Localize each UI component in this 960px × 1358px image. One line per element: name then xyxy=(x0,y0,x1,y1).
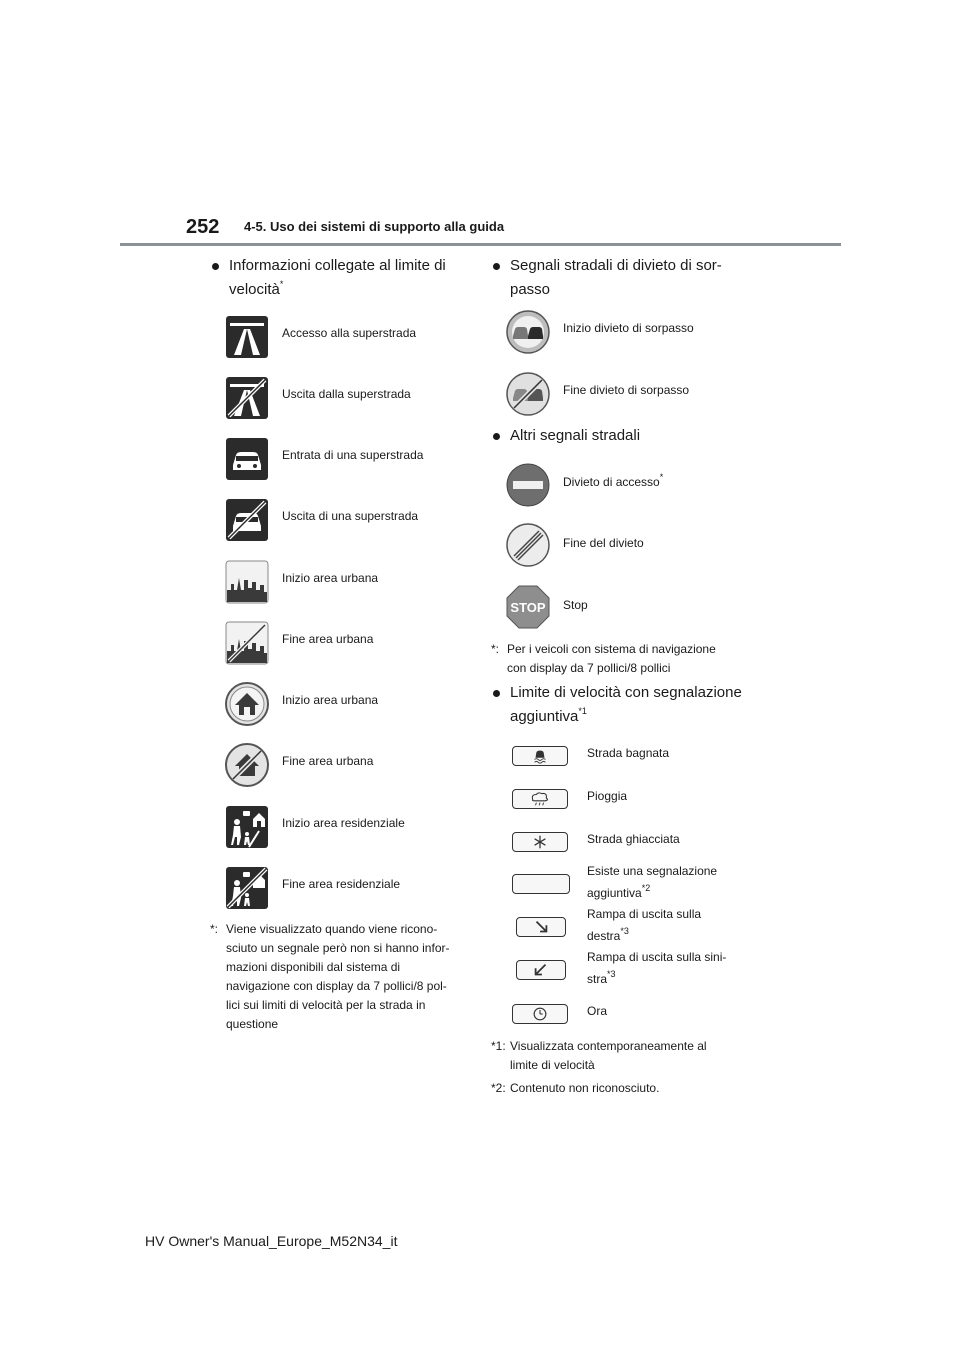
rain-icon xyxy=(512,789,568,809)
heading-overtaking-signs: Segnali stradali di divieto di sor- passo xyxy=(493,254,743,302)
heading-supplementary: Limite di velocità con segnalazione aggiuntiva$^{*1}$ xyxy=(493,681,753,729)
sign-label: Uscita dalla superstrada xyxy=(282,387,411,401)
motorway-end-icon xyxy=(225,376,269,420)
wet-road-icon xyxy=(512,746,568,766)
sign-label: Fine divieto di sorpasso xyxy=(563,383,690,397)
sign-label: Uscita di una superstrada xyxy=(282,509,419,523)
icy-road-icon xyxy=(512,832,568,852)
residential-area-end-icon xyxy=(225,866,269,910)
sign-label: Fine area urbana xyxy=(282,754,374,768)
page-number: 252 xyxy=(186,216,220,238)
residential-area-start-icon xyxy=(225,805,269,849)
supplementary-label: Rampa di uscita sulla destra$^{*3}$ xyxy=(587,907,702,943)
bullet-icon xyxy=(212,263,219,270)
urban-area-house-icon xyxy=(225,682,269,726)
heading-other-signs: Altri segnali stradali xyxy=(493,424,743,448)
heading-speed-limit-info: Informazioni collegate al limite di velocità* xyxy=(212,254,452,302)
expressway-start-icon xyxy=(225,437,269,481)
urban-area-start-icon xyxy=(225,560,269,604)
exit-left-arrow-icon xyxy=(516,960,566,980)
bullet-icon xyxy=(493,433,500,440)
bullet-icon xyxy=(493,690,500,697)
clock-icon xyxy=(512,1004,568,1024)
stop-sign-icon xyxy=(506,585,550,629)
header-divider xyxy=(120,243,841,246)
footnote-navigation: *: Per i veicoli con sistema di navigazione con display da 7 pollici/8 pollici xyxy=(491,642,716,675)
supplementary-label: Pioggia xyxy=(587,789,628,803)
supplementary-label: Strada bagnata xyxy=(587,746,670,760)
footnote-supplementary: *1: Visualizzata contemporaneamente al limite di velocità xyxy=(491,1039,707,1072)
sign-label: Inizio area urbana xyxy=(282,571,379,585)
urban-area-end-round-icon xyxy=(225,743,269,787)
sign-label: Inizio area residenziale xyxy=(282,816,405,830)
sign-label: Inizio divieto di sorpasso xyxy=(563,321,694,335)
no-overtaking-end-icon xyxy=(506,372,550,416)
sign-label: Fine del divieto xyxy=(563,536,644,550)
expressway-end-icon xyxy=(225,498,269,542)
section-title: 4-5. Uso dei sistemi di supporto alla guida xyxy=(244,219,505,234)
bullet-icon xyxy=(493,263,500,270)
motorway-start-icon xyxy=(225,315,269,359)
end-of-restriction-icon xyxy=(506,523,550,567)
supplementary-label: Rampa di uscita sulla sini- stra$^{*3}$ xyxy=(587,950,727,986)
urban-area-end-icon xyxy=(225,621,269,665)
no-overtaking-icon xyxy=(506,310,550,354)
footnote-unrecognized: *2: Contenuto non riconosciuto. xyxy=(491,1081,660,1095)
no-entry-icon xyxy=(506,463,550,507)
blank-plate-icon xyxy=(512,874,570,894)
sign-label: Accesso alla superstrada xyxy=(282,326,417,340)
sign-label: Fine area residenziale xyxy=(282,877,401,891)
exit-right-arrow-icon xyxy=(516,917,566,937)
footer-manual-id: HV Owner's Manual_Europe_M52N34_it xyxy=(145,1233,398,1249)
supplementary-label: Esiste una segnalazione aggiuntiva$^{*2}$ xyxy=(587,864,718,900)
sign-label: Entrata di una superstrada xyxy=(282,448,424,462)
sign-label: Inizio area urbana xyxy=(282,693,379,707)
sign-label: Divieto di accesso* xyxy=(563,472,664,489)
svg-text:STOP: STOP xyxy=(510,600,546,615)
footnote-speed-limit: *: Viene visualizzato quando viene ricono- sciuto un segnale però non si hanno infor- mazioni disponibili dal sistema di navigazione con display da 7 pollici/8 pol- lici sui limiti di velocità per la strada in questione xyxy=(210,922,450,1031)
supplementary-label: Strada ghiacciata xyxy=(587,832,680,846)
supplementary-label: Ora xyxy=(587,1004,608,1018)
sign-label: Fine area urbana xyxy=(282,632,374,646)
sign-label: Stop xyxy=(563,598,588,612)
